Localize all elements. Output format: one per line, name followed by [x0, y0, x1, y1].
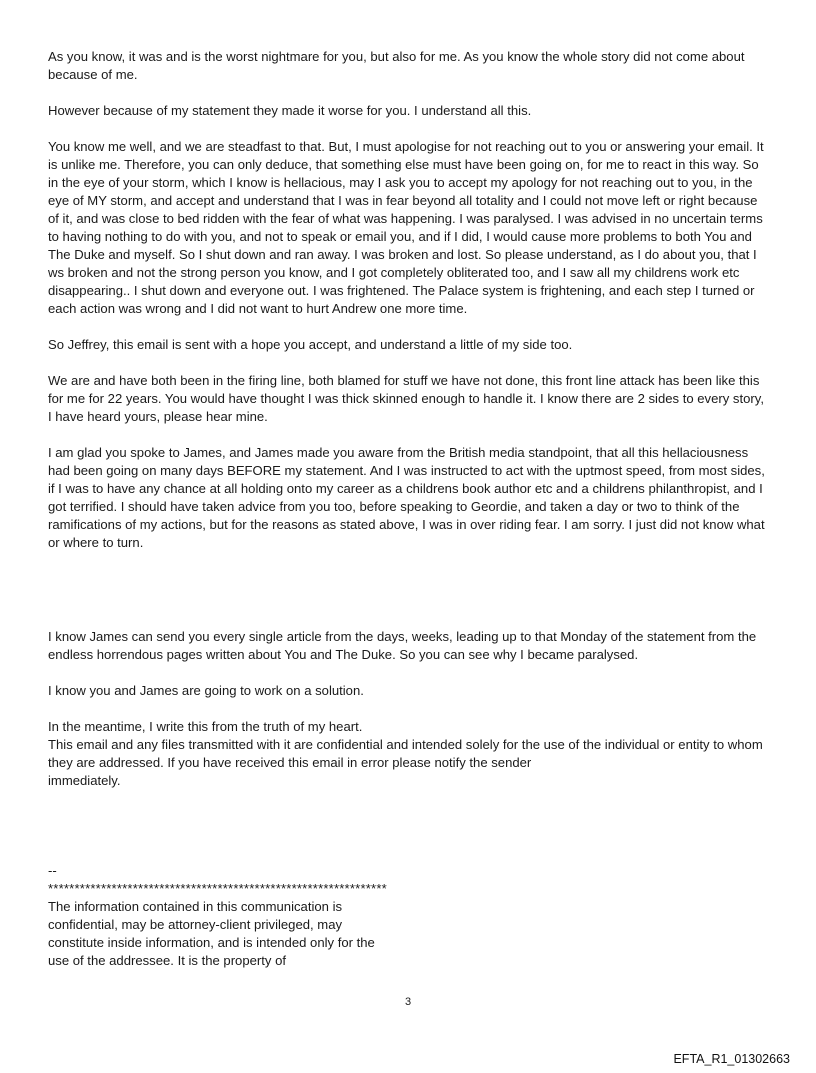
- paragraph-1: As you know, it was and is the worst nightmare for you, but also for me. As you know the whole story did not come about because of me.: [48, 49, 745, 82]
- signature-disclaimer: The information contained in this communication is confidential, may be attorney-client privileged, may constitute inside information, and is intended only for the use of the addressee. It is the property of: [48, 899, 375, 968]
- paragraph-2: However because of my statement they made it worse for you. I understand all this.: [48, 103, 532, 118]
- paragraph-7: I know James can send you every single article from the days, weeks, leading up to that Monday of the statement from the endless horrendous pages written about You and The Duke. So you can see why I became paralysed.: [48, 629, 757, 662]
- spacer: [48, 570, 770, 628]
- paragraph-8: I know you and James are going to work on a solution.: [48, 683, 364, 698]
- paragraph-5: We are and have both been in the firing line, both blamed for stuff we have not done, this front line attack has been like this for me for 22 years. You would have thought I was thick skinned enough to handle it. I know there are 2 sides to every story, I have heard yours, please hear mine.: [48, 373, 764, 424]
- paragraph-9: In the meantime, I write this from the truth of my heart.: [48, 719, 363, 734]
- page-number: 3: [404, 996, 412, 1008]
- spacer: [48, 790, 770, 862]
- paragraph-4: So Jeffrey, this email is sent with a hope you accept, and understand a little of my side too.: [48, 337, 573, 352]
- confidentiality-notice: This email and any files transmitted with it are confidential and intended solely for the use of the individual or entity to whom they are addressed. If you have received this email in error please notify the sender: [48, 737, 763, 770]
- signature-separator: --: [48, 863, 57, 878]
- confidentiality-notice-end: immediately.: [48, 773, 121, 788]
- document-id: EFTA_R1_01302663: [673, 1052, 790, 1066]
- paragraph-6: I am glad you spoke to James, and James made you aware from the British media standpoint, that all this hellaciousness had been going on many days BEFORE my statement. And I was instructed to act with the uptmost speed, from most sides, if I was to have any chance at all holding onto my career as a childrens book author etc and a childrens philanthropist, and I got terrified. I should have taken advice from you too, before speaking to Geordie, and taken a day or two to think of the ramifications of my actions, but for the reasons as stated above, I was in over riding fear. I am sorry. I just did not know what or where to turn.: [48, 445, 765, 550]
- paragraph-3: You know me well, and we are steadfast to that. But, I must apologise for not reaching out to you or answering your email. It is unlike me. Therefore, you can only deduce, that something else must have been going on, for me to react in this way. So in the eye of your storm, which I know is hellacious, may I ask you to accept my apology for not reaching out to you, in the eye of MY storm, and accept and understand that I was in fear beyond all totality and I could not move left or right because of it, and was close to bed ridden with the fear of what was happening. I was paralysed. I was advised in no uncertain terms to having nothing to do with you, and not to speak or email you, and if I did, I would cause more problems to both You and The Duke and myself. So I shut down and ran away. I was broken and lost. So please understand, as I do about you, that I ws broken and not the strong person you know, and I got completely obliterated too, and I saw all my childrens work etc disappearing.. I shut down and everyone out. I was frightened. The Palace system is frightening, and each step I turned or each action was wrong and I did not want to hurt Andrew one more time.: [48, 139, 764, 316]
- signature-star-line: ****************************************************************: [48, 881, 387, 896]
- email-body: [48, 48, 770, 970]
